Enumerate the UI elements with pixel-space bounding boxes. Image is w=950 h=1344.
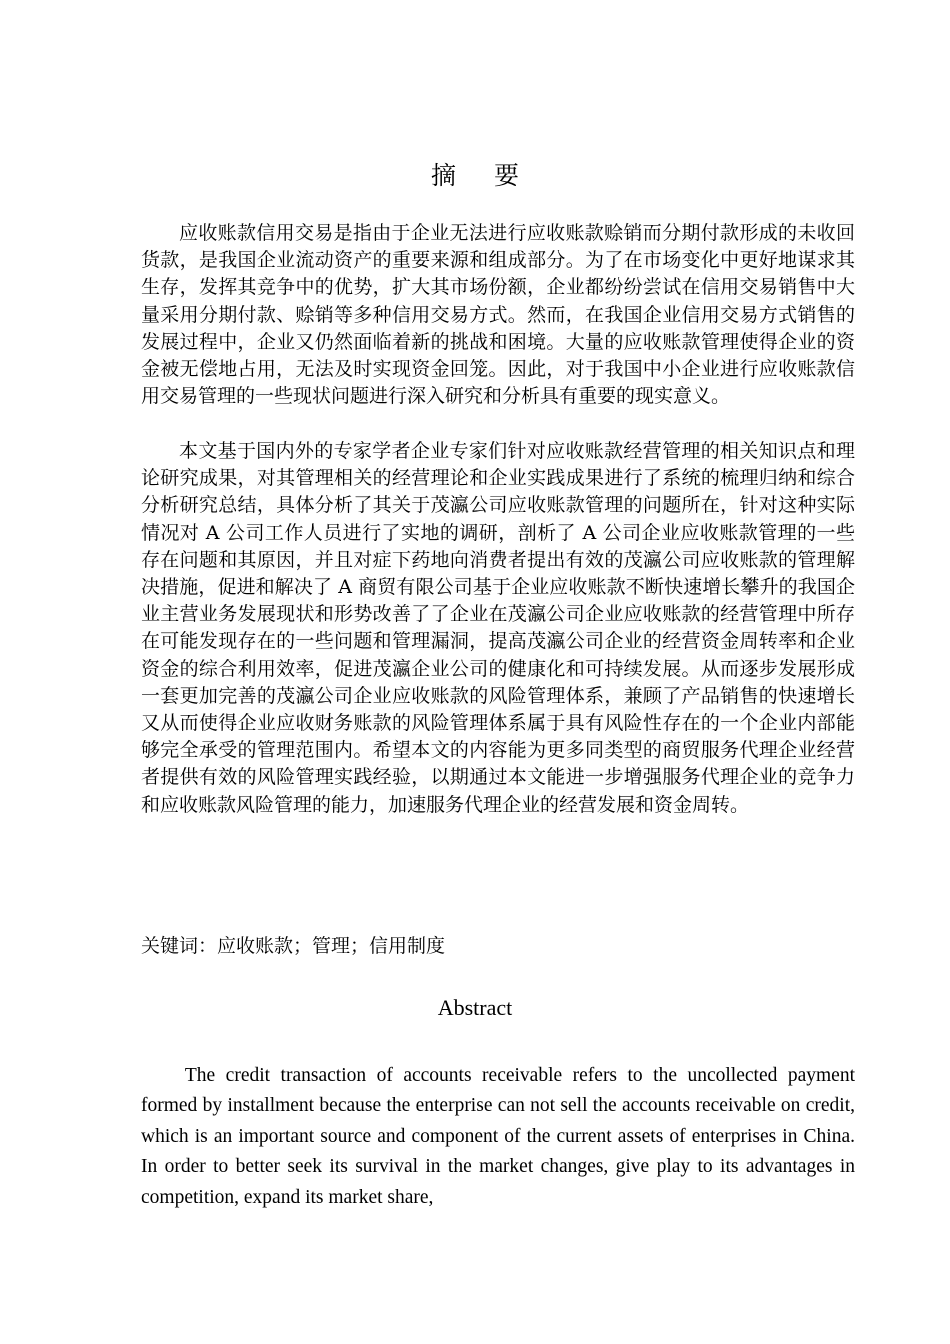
keywords-label: 关键词： bbox=[141, 935, 218, 957]
english-abstract-title: Abstract bbox=[437, 995, 513, 1020]
chinese-abstract-paragraph-2: 本文基于国内外的专家学者企业专家们针对应收账款经营管理的相关知识点和理论研究成果，对其管理相关的经营理论和企业实践成果进行了系统的梳理归纳和综合分析研究总结，具体分析了其关于茂瀛公司应收账款管理的问题所在，针对这种实际情况对 A 公司工作人员进行了实地的调研，剖析了 A 公司企业应收账款管理的一些存在问题和其原因，并且对症下药地向消费者提出有效的茂瀛公司应收账款的管理解决措施，促进和解决了 A 商贸有限公司基于企业应收账款不断快速增长攀升的我国企业主营业务发展现状和形势改善了了企业在茂瀛公司企业应收账款的经营管理中所存在可能发现存在的一些问题和管理漏洞，提高茂瀛公司企业的经营资金周转率和企业资金的综合利用效率，促进茂瀛企业公司的健康化和可持续发展。从而逐步发展形成一套更加完善的茂瀛公司企业应收账款的风险管理体系，兼顾了产品销售的快速增长又从而使得企业应收财务账款的风险管理体系属于具有风险性存在的一个企业内部能够完全承受的管理范围内。希望本文的内容能为更多同类型的商贸服务代理企业经营者提供有效的风险管理实践经验，以期通过本文能进一步增强服务代理企业的竞争力和应收账款风险管理的能力，加速服务代理企业的经营发展和资金周转。 bbox=[141, 440, 855, 816]
chinese-abstract-title: 摘要 bbox=[430, 161, 557, 190]
keywords-line bbox=[141, 933, 445, 960]
english-abstract-paragraph: The credit transaction of accounts receivable refers to the uncollected payment formed by installment because the enterprise can not sell the accounts receivable on credit, which is an important source and component of the current assets of enterprises in China. In order to better seek its survival in the market changes, give play to its advantages in competition, expand its market share, bbox=[141, 1065, 855, 1208]
chinese-abstract-paragraph-1: 应收账款信用交易是指由于企业无法进行应收账款赊销而分期付款形成的未收回货款，是我国企业流动资产的重要来源和组成部分。为了在市场变化中更好地谋求其生存，发挥其竞争中的优势，扩大其市场份额，企业都纷纷尝试在信用交易销售中大量采用分期付款、赊销等多种信用交易方式。然而，在我国企业信用交易方式销售的发展过程中，企业又仍然面临着新的挑战和困境。大量的应收账款管理使得企业的资金被无偿地占用，无法及时实现资金回笼。因此，对于我国中小企业进行应收账款信用交易管理的一些现状问题进行深入研究和分析具有重要的现实意义。 bbox=[141, 222, 855, 408]
keywords-value: 应收账款；管理；信用制度 bbox=[217, 935, 446, 957]
